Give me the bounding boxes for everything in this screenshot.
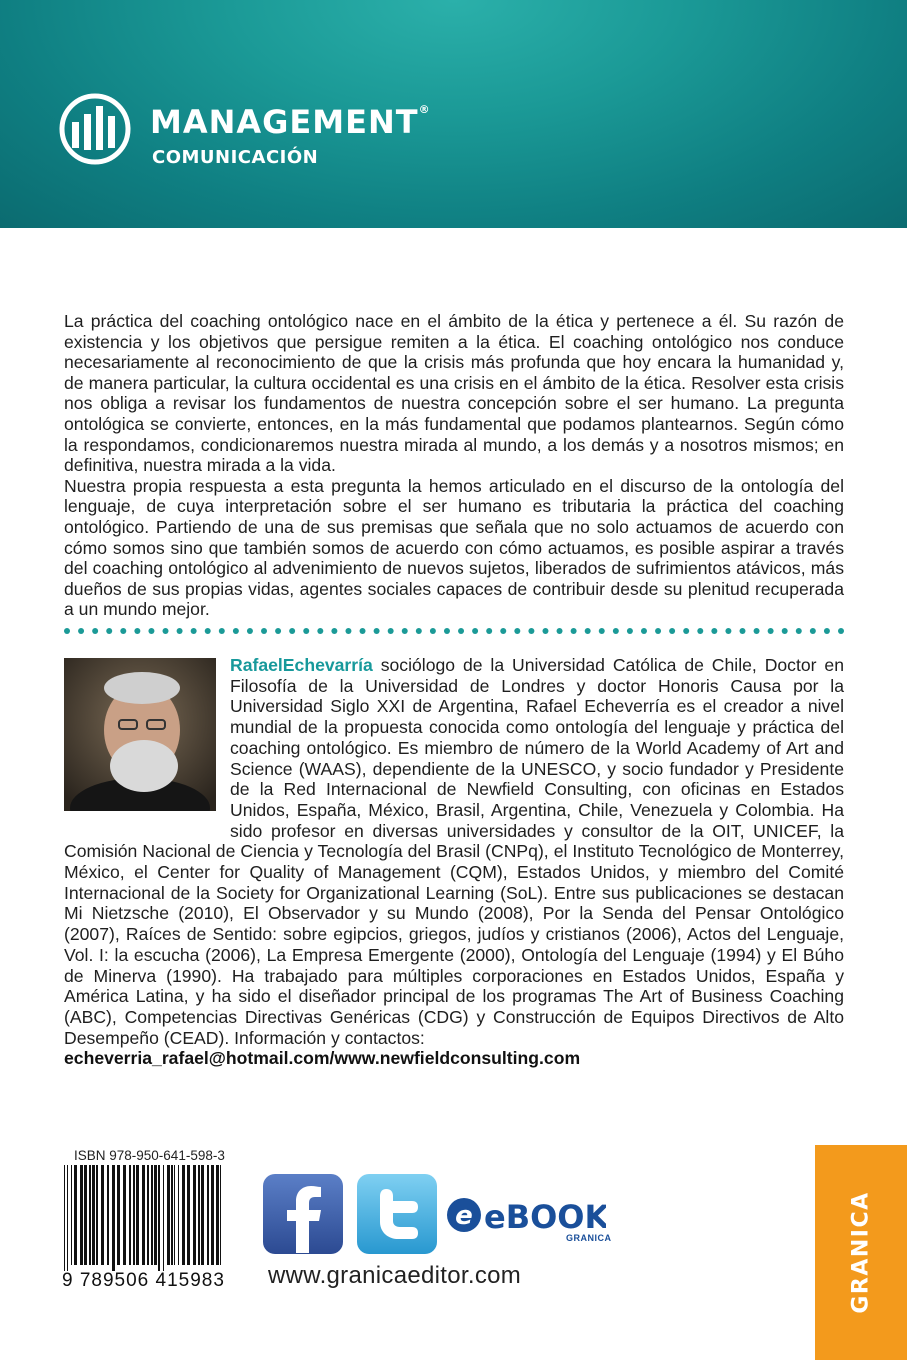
divider-dot: [317, 628, 323, 634]
divider-dot: [261, 628, 267, 634]
barcode-bar: [198, 1165, 200, 1265]
barcode-bar: [211, 1165, 214, 1265]
barcode-bar: [142, 1165, 145, 1265]
divider-dot: [388, 628, 394, 634]
divider-dot: [163, 628, 169, 634]
barcode-bar: [174, 1165, 175, 1265]
divider-dot: [402, 628, 408, 634]
barcode-bar: [182, 1165, 185, 1265]
barcode-bar: [84, 1165, 87, 1265]
brand-subtitle: COMUNICACIÓN: [152, 147, 319, 168]
divider-dot: [78, 628, 84, 634]
management-logo-icon: [58, 92, 132, 166]
divider-dot: [416, 628, 422, 634]
barcode-bar: [158, 1165, 160, 1271]
barcode-bar: [171, 1165, 173, 1265]
barcode-bar: [178, 1165, 179, 1265]
divider-dot: [92, 628, 98, 634]
barcode-bar: [107, 1165, 109, 1265]
divider-dot: [711, 628, 717, 634]
book-blurb: [64, 311, 844, 620]
barcode-bar: [193, 1165, 196, 1265]
divider-dot: [458, 628, 464, 634]
ebook-logo[interactable]: [446, 1195, 606, 1235]
divider-dot: [500, 628, 506, 634]
divider-dot: [247, 628, 253, 634]
divider-dot: [120, 628, 126, 634]
bio-text: sociólogo de la Universidad Católica de Chile, Doctor en Filosofía de la Universidad de Londres y doctor Honoris Causa por la Universidad Siglo XXI de Argentina, Rafael Echeverría es el creador a nivel mundial de la propuesta conocida como ontología del lenguaje y práctica del coaching ontológico. Es miembro de número de la World Academy of Art and Science (WAAS), dependiente de la UNESCO, y socio fundador y Presidente de la Red Internacional de Newfield Consulting, con oficinas en Estados Unidos, España, México, Brasil, Argentina, Chile, Venezuela y Colombia. Ha sido profesor en diversas universidades y consultor de la OIT, UNICEF, la Comisión Nacional de Ciencia y Tecnología del Brasil (CNPq), el Instituto Tecnológico de Monterrey, México, el Center for Quality of Management (CQM), Estados Unidos, y miembro del Comité Internacional de la Society for Organizational Learning (SoL). Entre sus publicaciones se destacan Mi Nietzsche (2010), El Observador y su Mundo (2008), Por la Senda del Pensar Ontológico (2007), Raíces de Sentido: sobre egipcios, griegos, judíos y cristianos (2006), Actos del Lenguaje, Vol. I: la escucha (2006), La Empresa Emergente (2000), Ontología del Lenguaje (1994) y El Búho de Minerva (1990). Ha trabajado para múltiples corporaciones en Estados Unidos, España y América Latina, y ha sido el diseñador principal de los programas The Art of Business Coaching (ABC), Competencias Directivas Genéricas (CDG) y Construcción de Equipos Directivos de Alto Desempeño (CEAD). Información y contactos:: [64, 655, 844, 1048]
barcode-bar: [112, 1165, 115, 1271]
divider-dot: [486, 628, 492, 634]
barcode-digits: 9 789506 415983: [62, 1270, 225, 1291]
barcode-bar: [117, 1165, 120, 1265]
divider-dot: [768, 628, 774, 634]
author-bio: [64, 655, 844, 1069]
ebook-text: eBOOK: [484, 1198, 606, 1235]
divider-dot: [374, 628, 380, 634]
brand-title: MANAGEMENT®: [150, 103, 431, 141]
barcode-bar: [96, 1165, 98, 1265]
contact-info[interactable]: echeverria_rafael@hotmail.com/www.newfieldconsulting.com: [64, 1048, 581, 1069]
divider-dot: [528, 628, 534, 634]
divider-dot: [542, 628, 548, 634]
divider-dot: [514, 628, 520, 634]
divider-dot: [655, 628, 661, 634]
divider-dot: [585, 628, 591, 634]
svg-text:e: e: [455, 1201, 473, 1231]
barcode-bar: [220, 1165, 221, 1265]
barcode-bar: [216, 1165, 219, 1265]
twitter-icon[interactable]: [356, 1173, 438, 1255]
barcode: [62, 1165, 228, 1271]
divider-dot: [697, 628, 703, 634]
barcode-bar: [147, 1165, 149, 1265]
divider-dot: [782, 628, 788, 634]
divider-dot: [331, 628, 337, 634]
divider-dot: [683, 628, 689, 634]
divider-dot: [739, 628, 745, 634]
barcode-bar: [163, 1165, 164, 1271]
barcode-bar: [71, 1165, 72, 1265]
barcode-bar: [151, 1165, 153, 1265]
divider-dot: [613, 628, 619, 634]
divider-dot: [233, 628, 239, 634]
divider-dot: [430, 628, 436, 634]
barcode-bar: [80, 1165, 83, 1265]
divider-dot: [796, 628, 802, 634]
divider-dot: [472, 628, 478, 634]
barcode-bar: [92, 1165, 95, 1265]
divider-dot: [177, 628, 183, 634]
isbn-label: ISBN 978-950-641-598-3: [74, 1148, 225, 1163]
divider-dot: [303, 628, 309, 634]
blurb-paragraph-1: La práctica del coaching ontológico nace en el ámbito de la ética y pertenece a él. Su razón de existencia y los objetivos que persigue remiten a la ética. El coaching ontológico nos conduce necesariamente al reconocimiento de que la crisis más profunda que hoy encara la humanidad y, de manera particular, la cultura occidental es una crisis en el ámbito de la ética. Resolver esta crisis nos obliga a revisar los fundamentos de nuestra concepción sobre el ser humano. La pregunta ontológica se convierte, entonces, en la más fundamental que podamos plantearnos. Según cómo la respondamos, condicionaremos nuestra mirada al mundo, a los demás y a nosotros mismos; en definitiva, nuestra mirada a la vida.: [64, 311, 844, 476]
barcode-bar: [89, 1165, 91, 1265]
barcode-bar: [167, 1165, 170, 1265]
facebook-icon[interactable]: [262, 1173, 344, 1255]
barcode-bar: [207, 1165, 209, 1265]
author-name: RafaelEchevarría: [230, 655, 373, 675]
barcode-bar: [187, 1165, 190, 1265]
barcode-bar: [64, 1165, 65, 1271]
divider-dot: [754, 628, 760, 634]
divider-dot: [106, 628, 112, 634]
divider-dot: [219, 628, 225, 634]
barcode-bar: [201, 1165, 204, 1265]
divider-dot: [641, 628, 647, 634]
divider-dot: [725, 628, 731, 634]
ebook-subtitle: GRANICA: [566, 1233, 612, 1243]
barcode-bar: [101, 1165, 104, 1265]
barcode-bar: [136, 1165, 139, 1265]
divider-dot: [345, 628, 351, 634]
divider-dot: [360, 628, 366, 634]
barcode-bar: [129, 1165, 131, 1265]
barcode-bar: [123, 1165, 126, 1265]
barcode-bar: [154, 1165, 157, 1265]
divider-dot: [557, 628, 563, 634]
divider-dot: [838, 628, 844, 634]
dotted-divider: [64, 626, 844, 636]
divider-dot: [205, 628, 211, 634]
divider-dot: [148, 628, 154, 634]
blurb-paragraph-2: Nuestra propia respuesta a esta pregunta la hemos articulado en el discurso de la ontología del lenguaje, de cuya interpretación sobre el ser humano es tributaria la práctica del coaching ontológico. Partiendo de una de sus premisas que señala que no solo actuamos de acuerdo con cómo somos sino que también somos de acuerdo con cómo actuamos, es posible aspirar a través del coaching ontológico al advenimiento de nuevos sujetos, liberados de sufrimientos atávicos, más dueños de sus propias vidas, agentes sociales capaces de contribuir desde su plenitud recuperada a un mundo mejor.: [64, 475, 844, 620]
divider-dot: [275, 628, 281, 634]
divider-dot: [191, 628, 197, 634]
barcode-bar: [133, 1165, 135, 1265]
divider-dot: [571, 628, 577, 634]
divider-dot: [134, 628, 140, 634]
divider-dot: [824, 628, 830, 634]
barcode-bar: [67, 1165, 68, 1271]
divider-dot: [599, 628, 605, 634]
divider-dot: [289, 628, 295, 634]
header-banner: [0, 0, 907, 228]
divider-dot: [444, 628, 450, 634]
divider-dot: [627, 628, 633, 634]
divider-dot: [669, 628, 675, 634]
divider-dot: [810, 628, 816, 634]
divider-dot: [64, 628, 70, 634]
publisher-website[interactable]: www.granicaeditor.com: [268, 1262, 522, 1289]
barcode-bar: [74, 1165, 77, 1265]
publisher-label: GRANICA: [848, 1191, 874, 1314]
